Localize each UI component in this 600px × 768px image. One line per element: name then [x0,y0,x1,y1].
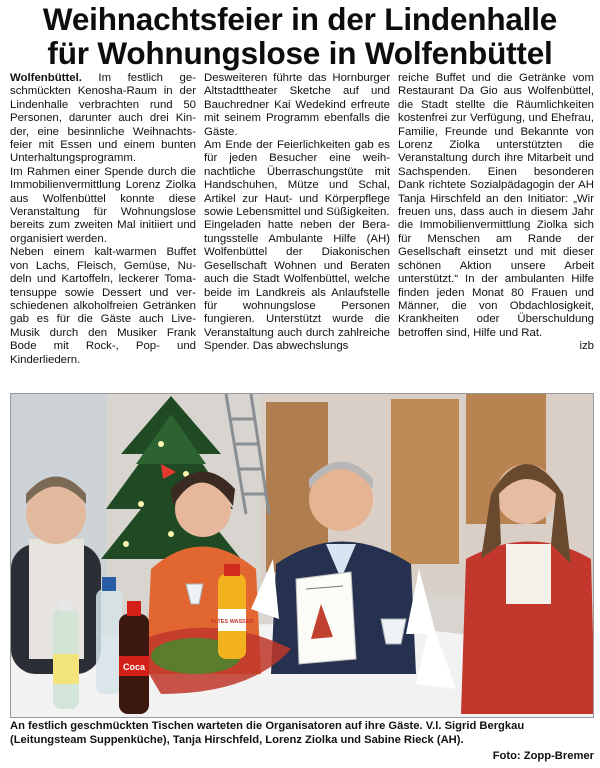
author-signature: izb [579,340,594,353]
headline-line-1: Weihnachtsfeier in der Lindenhalle [42,1,558,37]
paragraph-text: Im festlich geschmückten Kenosha-Raum in der Lindenhalle verbrachten rund 50 Personen, darunter auch drei Kinder, eine besinnliche Weihnachtsfeier mit Essen und einem bunten Unterhaltungsprogramm. [10,72,196,165]
cola-bottle [119,601,149,714]
headline-line-2: für Wohnungslose in Wolfenbüttel [47,35,553,71]
paragraph: Neben einem kalt-warmen Buffet von Lachs, Fleisch, Gemüse, Nudeln und Kartoffeln, leckerer Tomatensuppe sowie Dessert und verschiedenen alkoholfreien Getränken gab es für die Gäste auch Live-Musik durch den Musiker Frank Bode mit Rock-, Pop- und Kinderliedern. [10,246,196,366]
paragraph [10,72,196,166]
photo-credit: Foto: Zopp-Bremer [492,750,594,762]
paragraph-text: reiche Buffet und die Getränke vom Restaurant Da Gio aus Wolfenbüttel, die Stadt stellte die Räumlichkeiten kostenfrei zur Verfügung, und Ehefrau, Familie, Freunde und Bekannte von Lorenz Ziolka unterstützten die Veranstaltung durch ihre Mitarbeit und Sachspenden. Einen besonderen Dank richtete Sozialpädagogin der AH Tanja Hirschfeld an den Initiator: „Wir freuen uns, dass auch in diesem Jahr die Immobilienvermittlung Ziolka sich für Menschen am Rande der Gesellschaft einsetzt und mit dieser schönen Aktion unsere Arbeit unterstützt.“ In der ambulanten Hilfe finden jeden Monat 80 Frauen und Männer, die von Obdachlosigkeit, Krankheiten oder Überschuldung betroffen sind, Hilfe und Rat. [398,72,594,339]
menu-card [296,572,356,664]
photo-caption: An festlich geschmückten Tischen warteten die Organisatoren auf ihre Gäste. V.l. Sigrid Bergkau (Leitungsteam Suppenküche), Tanja Hirschfeld, Lorenz Ziolka und Sabine Rieck (AH). [10,720,525,746]
water-bottle [96,577,122,694]
paragraph: Eingeladen hatte neben der Beratungsstelle Ambulante Hilfe (AH) Wolfenbüttel der Diakonischen Gesellschaft Wohnen und Beraten auch die Stadt Wolfenbüttel, welche beide im Landkreis als Anlaufstelle für wohnungslose Personen fungieren. Unterstützt wurde die Veranstaltung auch durch zahlreiche Spender. Das abwechslungs [204,219,390,353]
article-column-3 [398,72,594,354]
article-column-1 [10,72,196,367]
article-column-2 [204,72,390,354]
paragraph: Am Ende der Feierlichkeiten gab es für jeden Besucher eine weihnachtliche Überraschungstüte mit Handschuhen, Mütze und Schal, Artikel zur Haut- und Körperpflege sowie Lebensmittel und Süßigkeiten. [204,139,390,219]
bottle-label: ALTES WASSER [210,619,254,625]
bottle-label: Coca [122,662,146,672]
water-bottle [53,599,79,709]
dateline: Wolfenbüttel. [10,72,82,84]
headline [0,2,600,70]
paragraph: Im Rahmen einer Spende durch die Immobilienvermittlung Lorenz Ziolka aus Wolfenbüttel konnte diese Veranstaltung für Wohnungslose bereits zum zweiten Mal initiiert und organisiert werden. [10,165,196,245]
article-body [10,72,594,392]
paragraph [398,72,594,354]
wooden-door [391,399,459,564]
photo-illustration [11,394,594,718]
event-photo [10,393,594,718]
paragraph: Desweiteren führte das Hornburger Altstadttheater Sketche auf und Bauchredner Kai Wedekind erfreute mit seinem Programm ebenfalls die Gäste. [204,72,390,138]
